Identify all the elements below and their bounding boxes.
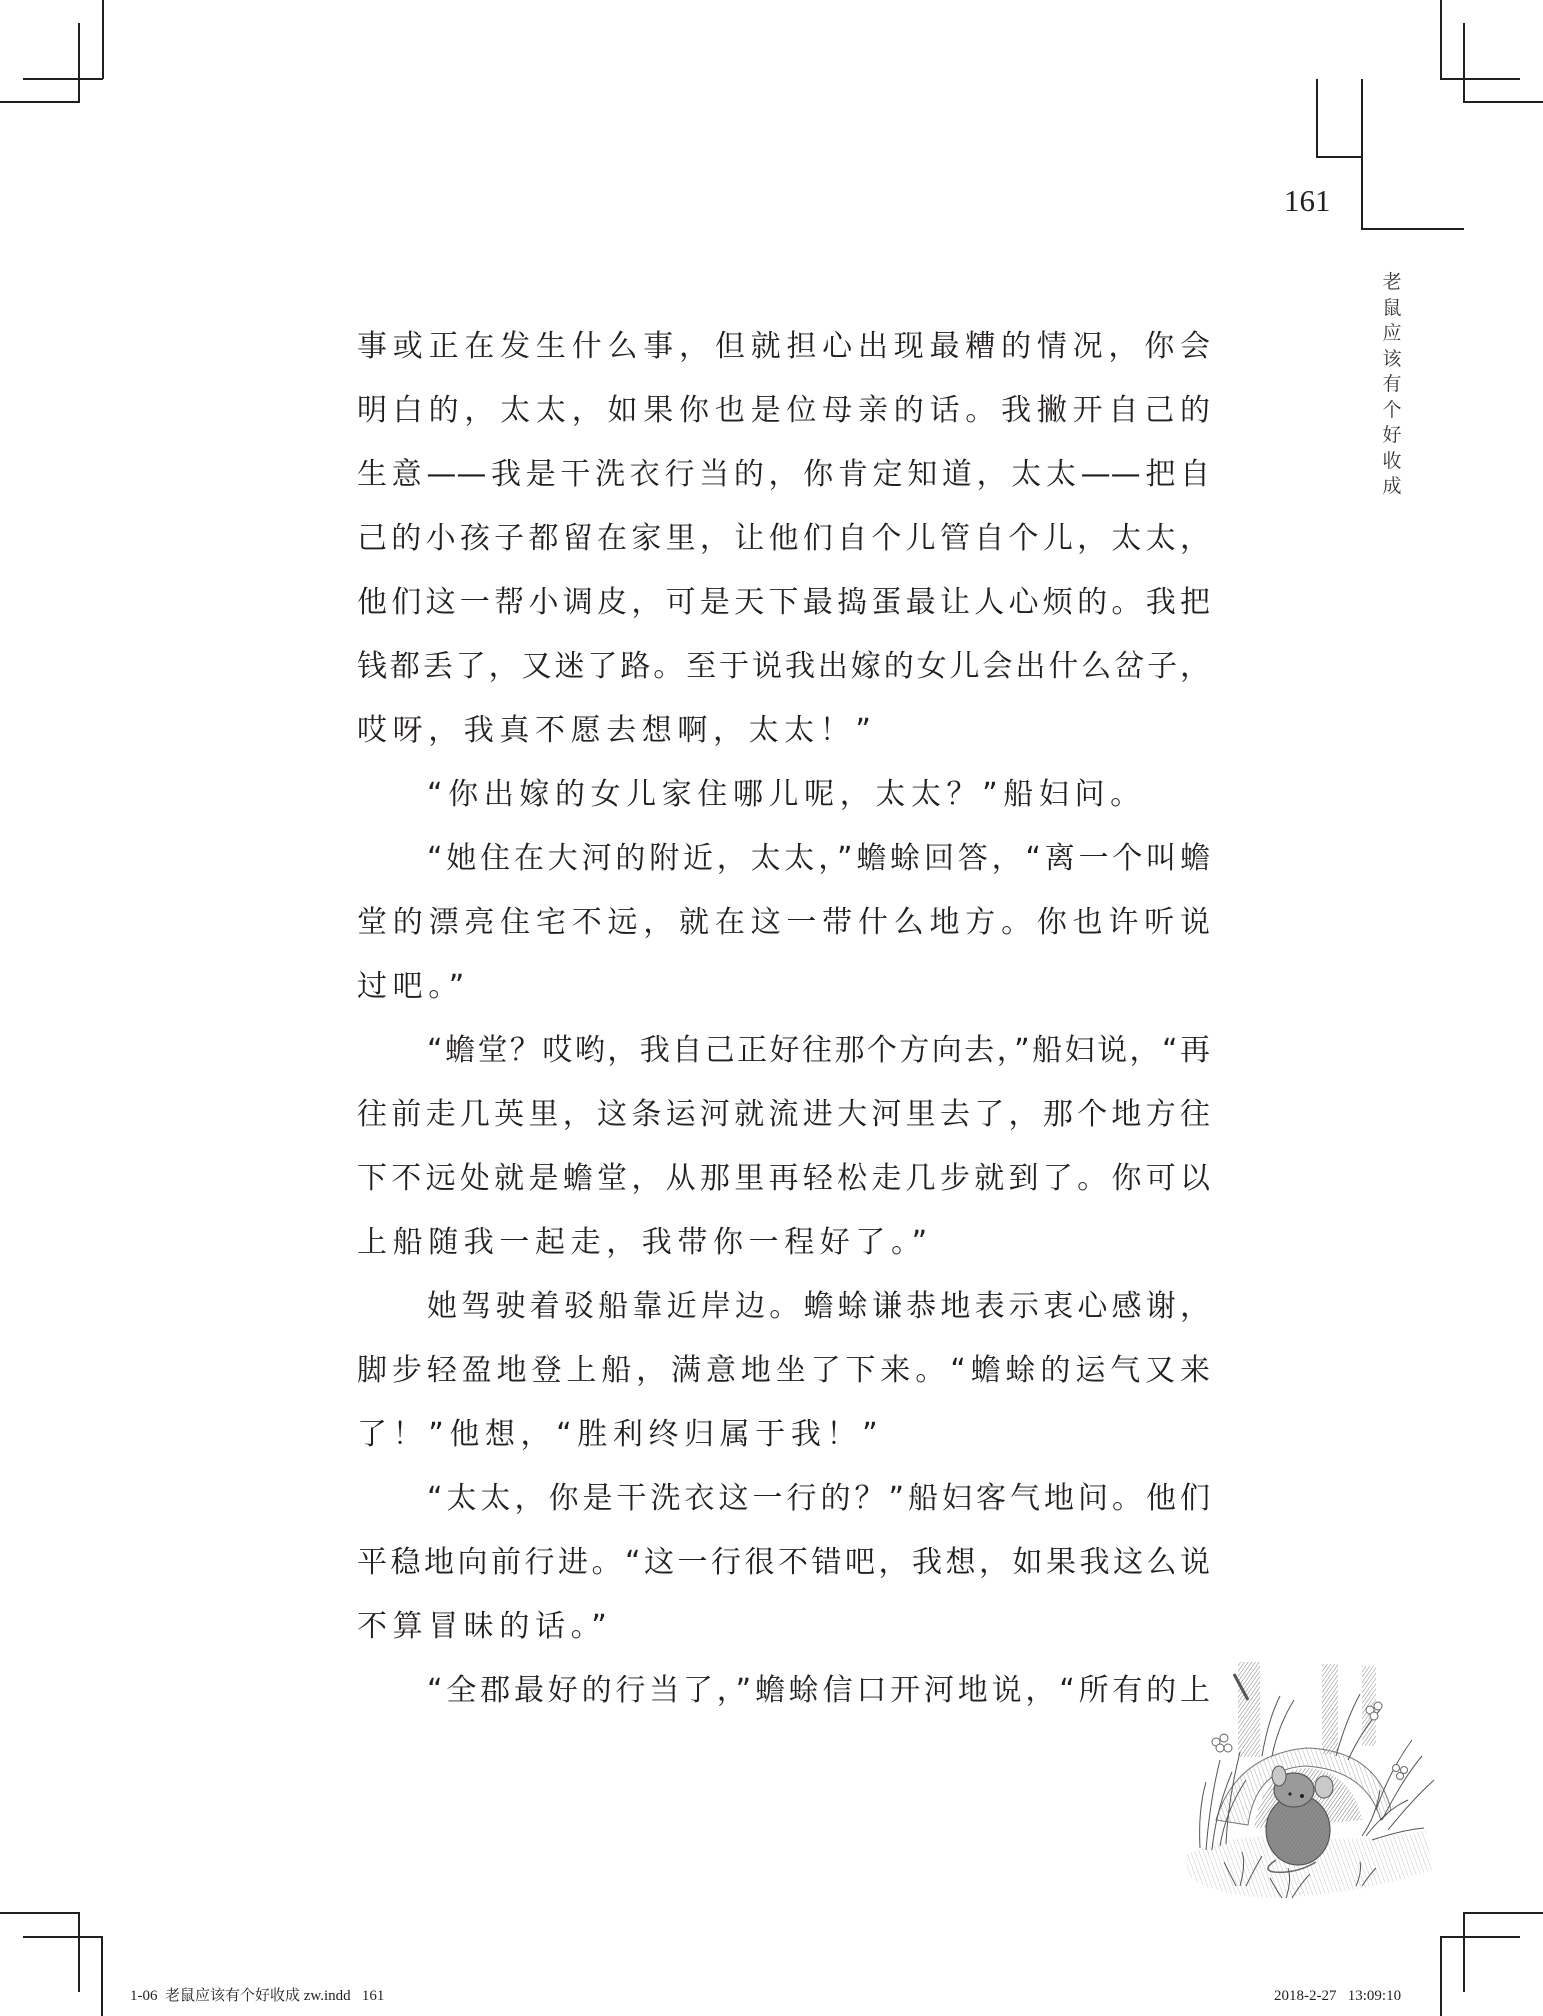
text-line: 过吧。” [357, 969, 470, 1004]
text-line: 了！”他想，“胜利终归属于我！” [357, 1417, 884, 1452]
text-line: “蟾堂？哎哟，我自己正好往那个方向去，”船妇说，“再 [427, 1033, 1210, 1068]
text-line: 事或正在发生什么事，但就担心出现最糟的情况，你会 [357, 329, 1210, 364]
text-line: 平稳地向前行进。“这一行很不错吧，我想，如果我这么说 [357, 1545, 1210, 1580]
text-line: 他们这一帮小调皮，可是天下最捣蛋最让人心烦的。我把 [357, 585, 1210, 620]
text-line: 生意——我是干洗衣行当的，你肯定知道，太太——把自 [357, 457, 1210, 492]
footer-timestamp: 2018-2-27 13:09:10 [1274, 1988, 1402, 2004]
text-line: “全郡最好的行当了，”蟾蜍信口开河地说，“所有的上 [427, 1673, 1210, 1708]
page-number: 161 [1284, 183, 1331, 218]
text-line: 她驾驶着驳船靠近岸边。蟾蜍谦恭地表示衷心感谢， [427, 1289, 1210, 1324]
footer-file-info: 1-06 老鼠应该有个好收成 zw.indd 161 [130, 1988, 385, 2004]
text-line: “太太，你是干洗衣这一行的？”船妇客气地问。他们 [427, 1481, 1210, 1516]
text-line: 哎呀，我真不愿去想啊，太太！” [357, 713, 877, 748]
text-line: “你出嫁的女儿家住哪儿呢，太太？”船妇问。 [427, 777, 1146, 812]
text-line: 堂的漂亮住宅不远，就在这一带什么地方。你也许听说 [357, 905, 1210, 940]
text-line: 往前走几英里，这条运河就流进大河里去了，那个地方往 [357, 1097, 1210, 1132]
running-title: 老鼠应该有个好收成 [1382, 271, 1402, 497]
text-line: 不算冒昧的话。” [357, 1609, 613, 1644]
text-line: 脚步轻盈地登上船，满意地坐了下来。“蟾蜍的运气又来 [357, 1353, 1210, 1388]
text-line: “她住在大河的附近，太太，”蟾蜍回答，“离一个叫蟾 [427, 841, 1210, 876]
text-line: 明白的，太太，如果你也是位母亲的话。我撇开自己的 [357, 393, 1210, 428]
text-line: 上船随我一起走，我带你一程好了。” [357, 1225, 933, 1260]
text-line: 下不远处就是蟾堂，从那里再轻松走几步就到了。你可以 [357, 1161, 1210, 1196]
mouse-illustration [1176, 1660, 1438, 1905]
text-line: 己的小孩子都留在家里，让他们自个儿管自个儿，太太， [357, 521, 1210, 556]
text-line: 钱都丢了，又迷了路。至于说我出嫁的女儿会出什么岔子， [357, 649, 1210, 684]
